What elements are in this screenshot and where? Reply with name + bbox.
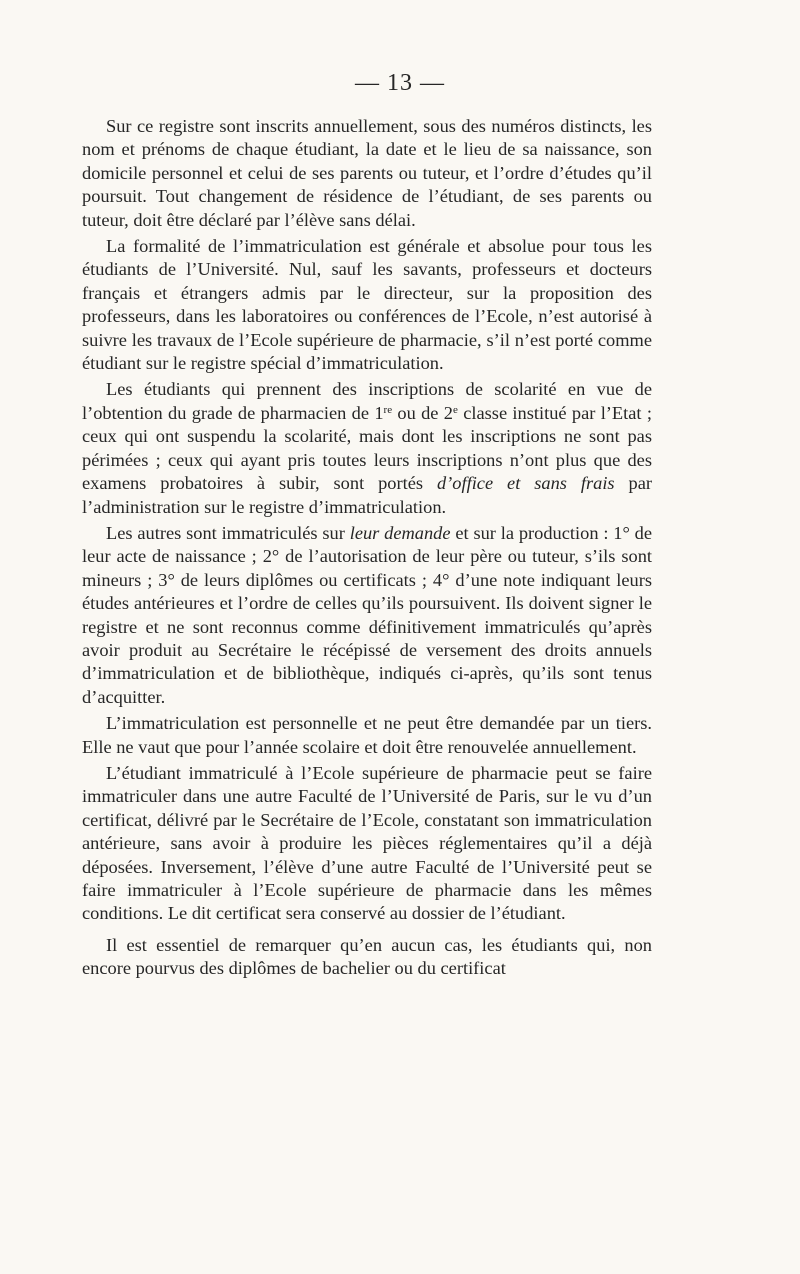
paragraph-essentiel: Il est essentiel de remarquer qu’en aucun cas, les étudiants qui, non encore pourvus des diplômes de bachelier ou du certificat: [82, 934, 652, 979]
italic-leur-demande: leur demande: [349, 522, 451, 543]
paragraph-autres: Les autres sont immatriculés sur leur demande et sur la production : 1° de leur acte de naissance ; 2° de l’autorisation de leur père ou tuteur, s’ils sont mineurs ; 3° de leurs diplômes ou certificats ; 4° d’une note indiquant leurs études antérieures et l’ordre de celles qu’ils poursuivent. Ils doivent signer le registre et ne sont reconnus comme définitivement immatriculés qu’après avoir produit au Secrétaire le récépissé de versement des droits annuels d’immatriculation et de bibliothèque, indiqués ci-après, qu’ils sont tenus d’acquitter.: [82, 522, 652, 707]
paragraph-formalite: La formalité de l’immatriculation est générale et absolue pour tous les étudiants de l’Université. Nul, sauf les savants, professeurs et docteurs français et étrangers admis par le directeur, sur la proposition des professeurs, dans les laboratoires ou conférences de l’Ecole, n’est autorisé à suivre les travaux de l’Ecole supérieure de pharmacie, s’il n’est porté comme étudiant sur le registre spécial d’immatriculation.: [82, 236, 652, 374]
paragraph-registre: Sur ce registre sont inscrits annuellement, sous des numéros distincts, les nom et prénoms de chaque étudiant, la date et le lieu de sa naissance, son domicile personnel et celui de ses parents ou tuteur, et l’ordre d’études qu’il poursuit. Tout changement de résidence de l’étudiant, de ses parents ou tuteur, doit être déclaré par l’élève sans délai.: [82, 116, 652, 230]
paragraph-autre-faculte: L’étudiant immatriculé à l’Ecole supérieure de pharmacie peut se faire immatriculer dans une autre Faculté de l’Université de Paris, sur le vu d’un certificat, délivré par le Secrétaire de l’Ecole, constatant son immatriculation antérieure, sans avoir à produire les pièces réglementaires qu’il a déjà déposées. Inversement, l’élève d’une autre Faculté de l’Université peut se faire immatriculer à l’Ecole supérieure de pharmacie dans les mêmes conditions. Le dit certificat sera conservé au dossier de l’étudiant.: [82, 762, 652, 924]
superscript-re: re: [383, 403, 393, 416]
italic-office-sans-frais: d’office et sans frais: [436, 473, 615, 494]
body-text: [82, 115, 652, 984]
paragraph-inscriptions: Les étudiants qui prennent des inscriptions de scolarité en vue de l’obtention du grade de pharmacien de 1re ou de 2e classe institué par l’Etat ; ceux qui ont suspendu la scolarité, mais dont les inscriptions ne sont pas périmées ; ceux qui ayant pris toutes leurs inscriptions n’ont plus que des examens probatoires à subir, sont portés d’office et sans frais par l’administration sur le registre d’immatriculation.: [82, 379, 652, 517]
superscript-e: e: [452, 403, 458, 416]
page-number: — 13 —: [355, 70, 445, 96]
paragraph-personnelle: L’immatriculation est personnelle et ne peut être demandée par un tiers. Elle ne vaut que pour l’année scolaire et doit être renouvelée annuellement.: [82, 713, 652, 757]
